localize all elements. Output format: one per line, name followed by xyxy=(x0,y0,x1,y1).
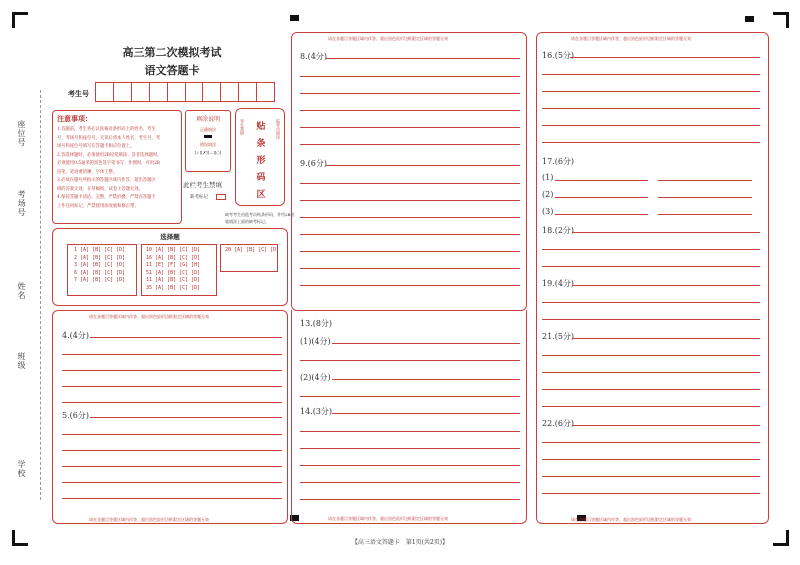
choice-row[interactable]: 20 [A] [B] [C] [D] xyxy=(225,247,280,253)
instruction-top: 请在各题目答题区域内作答，超出黑色矩形边框限定区域的答题无效 xyxy=(571,36,691,41)
answer-line[interactable] xyxy=(300,360,520,361)
barcode-char: 区 xyxy=(256,190,266,200)
answer-line[interactable] xyxy=(555,214,648,215)
answer-line[interactable] xyxy=(62,450,282,451)
answer-line[interactable] xyxy=(300,431,520,432)
answer-line[interactable] xyxy=(542,319,760,320)
question-8-label: 8.(4分) xyxy=(300,52,327,61)
sync-mark xyxy=(290,15,299,21)
answer-line[interactable] xyxy=(542,91,760,92)
answer-line[interactable] xyxy=(542,108,760,109)
answer-line[interactable] xyxy=(542,302,760,303)
answer-line[interactable] xyxy=(62,386,282,387)
answer-line[interactable] xyxy=(62,434,282,435)
choice-group-2[interactable] xyxy=(141,244,217,296)
answer-line[interactable] xyxy=(300,465,520,466)
answer-line[interactable] xyxy=(658,197,752,198)
instruction-bottom: 请在各题目答题区域内作答，超出黑色矩形边框限定区域的答题无效 xyxy=(89,517,209,522)
answer-line[interactable] xyxy=(542,442,760,443)
choice-group-1[interactable] xyxy=(67,244,137,296)
page-footer: 【高三语文答题卡 第1页(共2页)】 xyxy=(351,539,449,546)
answer-line[interactable] xyxy=(90,417,282,418)
answer-line[interactable] xyxy=(300,127,520,128)
wrong-fill-marks: [✓][✗][—][○] xyxy=(194,150,222,155)
question-19-label: 19.(4分) xyxy=(542,279,575,288)
choice-group-3[interactable] xyxy=(220,244,278,272)
answer-line[interactable] xyxy=(555,197,648,198)
fill-guide-box xyxy=(185,110,231,172)
side-label-school: 学校 xyxy=(17,460,26,478)
instruction-top: 请在各题目答题区域内作答，超出黑色矩形边框限定区域的答题无效 xyxy=(89,314,209,319)
answer-line[interactable] xyxy=(300,76,520,77)
answer-line[interactable] xyxy=(300,285,520,286)
answer-line[interactable] xyxy=(542,74,760,75)
answer-line[interactable] xyxy=(332,343,520,344)
answer-line[interactable] xyxy=(542,125,760,126)
question-22-label: 22.(6分) xyxy=(542,419,575,428)
barcode-char: 贴 xyxy=(256,122,266,132)
answer-line[interactable] xyxy=(300,183,520,184)
question-17-1-label: (1) xyxy=(542,173,554,182)
answer-line[interactable] xyxy=(62,402,282,403)
answer-line[interactable] xyxy=(542,372,760,373)
answer-line[interactable] xyxy=(542,142,760,143)
answer-line[interactable] xyxy=(62,498,282,499)
answer-line[interactable] xyxy=(300,482,520,483)
answer-line[interactable] xyxy=(542,459,760,460)
answer-line[interactable] xyxy=(300,200,520,201)
barcode-note-1: 缺考考生由监考员贴条形码，并用2B铅 xyxy=(225,212,295,217)
instruction-top: 请在各题目答题区域内作答，超出黑色矩形边框限定区域的答题无效 xyxy=(328,36,448,41)
answer-panel-middle-top xyxy=(291,32,527,311)
answer-line[interactable] xyxy=(570,57,760,58)
question-18-label: 18.(2分) xyxy=(542,226,575,235)
corner-mark-top-left xyxy=(12,12,28,28)
barcode-note-2: 笔填涂上面的缺考标记。 xyxy=(225,219,269,224)
answer-line[interactable] xyxy=(658,180,752,181)
notes-line: 4.保持答题卡清洁、完整，严禁折叠，严禁在答题卡 xyxy=(57,195,156,200)
answer-line[interactable] xyxy=(542,249,760,250)
barcode-char: 码 xyxy=(256,173,266,183)
notes-title: 注意事项： xyxy=(57,114,92,123)
choice-row[interactable]: 1 [A] [B] [C] [D] xyxy=(74,247,126,253)
barcode-area xyxy=(235,108,285,206)
answer-line[interactable] xyxy=(62,482,282,483)
question-21-label: 21.(5分) xyxy=(542,332,575,341)
choice-row[interactable]: 11 [E] [F] [G] [H] xyxy=(146,262,201,268)
answer-line[interactable] xyxy=(300,234,520,235)
choice-section xyxy=(52,228,288,306)
answer-line[interactable] xyxy=(658,214,752,215)
question-16-label: 16.(5分) xyxy=(542,51,575,60)
notes-line: 2.答选择题时，必须使用2B铅笔填涂；答非选择题时， xyxy=(57,152,162,158)
question-5-label: 5.(6分) xyxy=(62,411,89,420)
question-17-label: 17.(6分) xyxy=(542,157,575,166)
exam-number-label: 考生号 xyxy=(68,89,89,98)
choice-row[interactable]: 51 [A] [B] [C] [D] xyxy=(146,269,201,276)
answer-line[interactable] xyxy=(572,425,760,426)
fill-guide-title: 填涂说明 xyxy=(195,116,220,123)
side-label-room: 考场号 xyxy=(17,190,26,217)
answer-line[interactable] xyxy=(542,389,760,390)
notes-line: 上作任何标记，严禁使用涂改液和修正带。 xyxy=(57,203,139,209)
correct-fill-mark xyxy=(204,135,212,138)
answer-line[interactable] xyxy=(300,396,520,397)
instruction-bottom: 请在各题目答题区域内作答，超出黑色矩形边框限定区域的答题无效 xyxy=(328,516,448,521)
forbid-label: 此栏考生禁填 xyxy=(183,181,222,189)
choice-row[interactable]: 10 [A] [B] [C] [D] xyxy=(146,247,201,253)
question-13-label: 13.(8分) xyxy=(300,319,333,328)
choice-row[interactable]: 2 [A] [B] [C] [D] xyxy=(74,254,126,261)
answer-line[interactable] xyxy=(300,110,520,111)
answer-line[interactable] xyxy=(326,165,520,166)
answer-line[interactable] xyxy=(62,354,282,355)
answer-line[interactable] xyxy=(572,232,760,233)
answer-line[interactable] xyxy=(555,180,648,181)
answer-line[interactable] xyxy=(542,406,760,407)
absent-mark-label: 缺考标记 xyxy=(190,195,208,200)
barcode-char: 形 xyxy=(256,156,266,166)
answer-line[interactable] xyxy=(300,144,520,145)
notes-box xyxy=(52,110,182,224)
answer-line[interactable] xyxy=(300,251,520,252)
answer-line[interactable] xyxy=(300,499,520,500)
notes-line: 场号和座位号填写在答题卡相应位置上。 xyxy=(57,144,135,149)
question-13-2-label: (2)(4分) xyxy=(300,373,331,382)
binding-line xyxy=(40,90,41,500)
answer-line[interactable] xyxy=(300,448,520,449)
answer-line[interactable] xyxy=(332,379,520,380)
answer-line[interactable] xyxy=(542,355,760,356)
answer-line[interactable] xyxy=(542,493,760,494)
question-4-label: 4.(4分) xyxy=(62,331,89,340)
question-17-3-label: (3) xyxy=(542,207,554,216)
answer-line[interactable] xyxy=(62,466,282,467)
correct-fill-label: 正确填涂 xyxy=(200,127,216,132)
sync-mark xyxy=(745,16,754,22)
notes-line: 域的答案无效；在草稿纸、试卷上答题无效。 xyxy=(57,186,143,192)
instruction-bottom: 请在各题目答题区域内作答，超出黑色矩形边框限定区域的答题无效 xyxy=(571,517,691,522)
exam-number-boxes[interactable] xyxy=(95,82,275,102)
notes-line: 铅笔，笔迹要清晰，字体工整。 xyxy=(57,169,118,175)
answer-line[interactable] xyxy=(300,93,520,94)
notes-line: 3.必须在题号所指示的答题区域内作答，超出答题区 xyxy=(57,178,156,183)
answer-line[interactable] xyxy=(572,285,760,286)
barcode-left-hint: 考生禁填 xyxy=(240,119,245,135)
choice-row[interactable]: 3 [A] [B] [C] [D] xyxy=(74,262,126,268)
answer-line[interactable] xyxy=(332,413,520,414)
choice-row[interactable]: 35 [A] [B] [C] [D] xyxy=(146,284,201,291)
choice-title: 选择题 xyxy=(160,233,180,241)
notes-line: 必须使用0.5毫米的黑色签字笔书写；作图时，可用2B xyxy=(57,161,160,166)
answer-line[interactable] xyxy=(300,268,520,269)
side-label-name: 姓名 xyxy=(17,282,26,300)
choice-row[interactable]: 7 [A] [B] [C] [D] xyxy=(74,277,126,283)
barcode-char: 条 xyxy=(256,139,266,149)
page-title: 高三第二次模拟考试 xyxy=(122,46,222,59)
question-17-2-label: (2) xyxy=(542,190,554,199)
page-subtitle: 语文答题卡 xyxy=(144,64,200,77)
answer-line[interactable] xyxy=(572,338,760,339)
answer-line[interactable] xyxy=(62,370,282,371)
barcode-right-hint: 监考员填涂 xyxy=(276,119,281,139)
side-label-seat: 座位号 xyxy=(17,120,26,147)
answer-line[interactable] xyxy=(90,337,282,338)
side-label-class: 班级 xyxy=(17,352,26,370)
notes-line: 1.答题前，考生务必认真核对条形码上的姓名、考生 xyxy=(57,127,156,132)
question-9-label: 9.(6分) xyxy=(300,159,327,168)
answer-line[interactable] xyxy=(300,217,520,218)
answer-line[interactable] xyxy=(542,476,760,477)
wrong-fill-label: 错误填涂 xyxy=(200,142,216,147)
absent-mark-box[interactable] xyxy=(216,194,226,200)
answer-line[interactable] xyxy=(542,266,760,267)
question-13-1-label: (1)(4分) xyxy=(300,337,331,346)
answer-line[interactable] xyxy=(326,58,520,59)
choice-row[interactable]: 6 [A] [B] [C] [D] xyxy=(74,269,126,276)
choice-row[interactable]: 11 [A] [B] [C] [D] xyxy=(146,277,201,283)
choice-row[interactable]: 16 [A] [B] [C] [D] xyxy=(146,254,201,261)
question-14-label: 14.(3分) xyxy=(300,407,333,416)
corner-mark-top-right xyxy=(773,12,789,28)
notes-line: 号、考场号和座位号，无误后将本人姓名、考生号、考 xyxy=(57,135,161,141)
